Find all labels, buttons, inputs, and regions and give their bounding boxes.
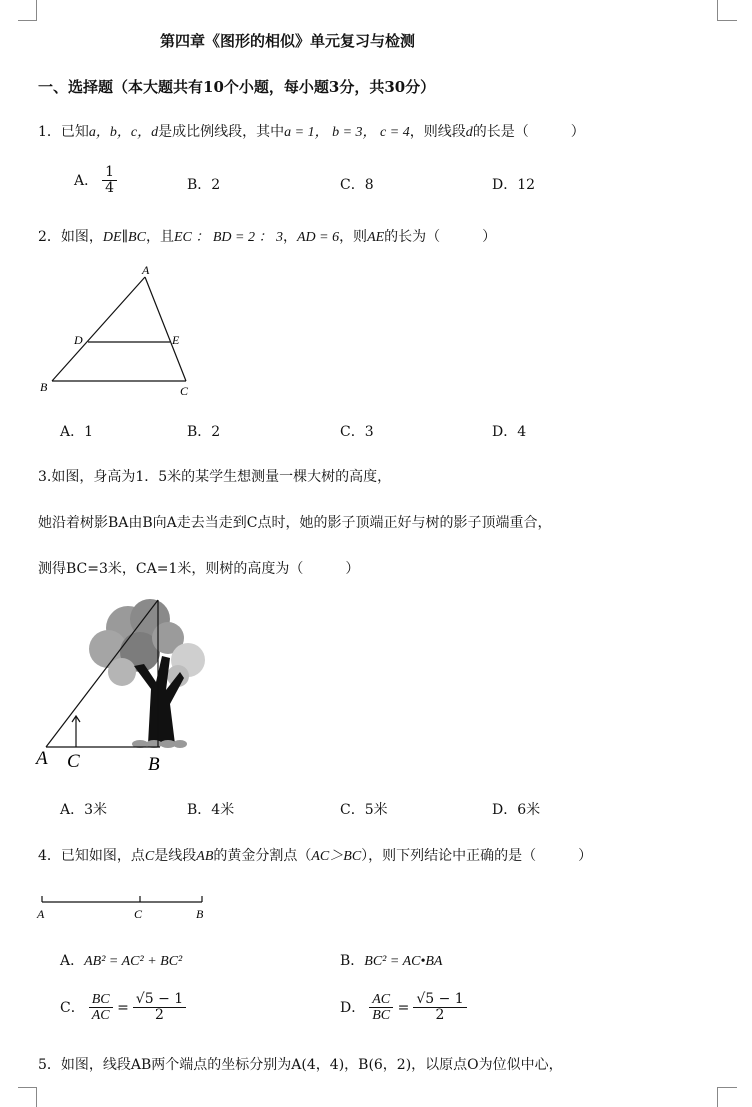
- label-a: A: [37, 907, 45, 921]
- question-3-option-b[interactable]: B．4米: [187, 802, 235, 818]
- question-1-option-d[interactable]: D．12: [492, 177, 536, 193]
- question-1-option-a[interactable]: A． $\frac{1}{4}$: [74, 165, 117, 197]
- golden-section-figure: [34, 890, 214, 926]
- fraction: $\frac{BC}{AC}$: [89, 992, 113, 1024]
- side-ab: [52, 277, 145, 381]
- question-3-option-a[interactable]: A．3米: [60, 802, 108, 818]
- question-2-option-b[interactable]: B．2: [187, 424, 221, 440]
- label-c: C: [180, 384, 189, 398]
- fraction: $\frac{√5 - 1}{2}$: [413, 992, 466, 1024]
- corner-mark-bottom-left-v: [36, 1087, 37, 1107]
- side-ac: [145, 277, 186, 381]
- question-5-stem: 5．如图，线段AB两个端点的坐标分别为A(4，4)，B(6，2)，以原点O为位似中心，: [38, 1057, 563, 1073]
- question-1-stem: 1．已知a，b，c，d是成比例线段，其中a = 1， b = 3， c = 4，则线段d的长是（ ）: [38, 124, 585, 140]
- question-1-option-c[interactable]: C．8: [340, 177, 374, 193]
- corner-mark-bottom-left-h: [18, 1087, 37, 1088]
- triangle-figure: [36, 262, 206, 402]
- tree-shadow-figure: [30, 594, 220, 780]
- label-b: B: [40, 380, 48, 394]
- label-b: B: [148, 754, 160, 775]
- label-d: D: [74, 333, 83, 347]
- section-heading: 一、选择题（本大题共有10个小题，每小题3分，共30分）: [38, 78, 436, 96]
- question-2-stem: 2．如图，DE∥BC，且EC ： BD = 2 ： 3，AD = 6，则AE的长为（ ）: [38, 229, 497, 245]
- question-1-option-b[interactable]: B．2: [187, 177, 221, 193]
- corner-mark-top-left-v: [36, 0, 37, 20]
- page-title: 第四章《图形的相似》单元复习与检测: [160, 32, 416, 50]
- corner-mark-top-right-v: [717, 0, 718, 20]
- label-c: C: [67, 751, 80, 772]
- question-4-option-a[interactable]: A．AB² = AC² + BC²: [60, 953, 183, 969]
- label-c: C: [134, 907, 143, 921]
- question-3-line-3: 测得BC=3米，CA=1米，则树的高度为（ ）: [38, 561, 360, 577]
- corner-mark-bottom-right-h: [717, 1087, 737, 1088]
- question-2-option-d[interactable]: D．4: [492, 424, 527, 440]
- label-e: E: [172, 333, 180, 347]
- question-3-option-d[interactable]: D．6米: [492, 802, 541, 818]
- question-4-option-d[interactable]: D． $\frac{AC}{BC}$ = $\frac{√5 - 1}{2}$: [340, 992, 467, 1024]
- question-2-option-c[interactable]: C．3: [340, 424, 374, 440]
- question-3-line-2: 她沿着树影BA由B向A走去当走到C点时，她的影子顶端正好与树的影子顶端重合，: [38, 515, 552, 531]
- fraction: $\frac{AC}{BC}$: [369, 992, 393, 1024]
- fraction: $\frac{√5 - 1}{2}$: [133, 992, 186, 1024]
- corner-mark-top-left-h: [18, 20, 37, 21]
- label-a: A: [142, 263, 150, 277]
- corner-mark-top-right-h: [717, 20, 737, 21]
- question-3-line-1: 3.如图，身高为1．5米的某学生想测量一棵大树的高度，: [38, 469, 392, 485]
- question-3-option-c[interactable]: C．5米: [340, 802, 388, 818]
- fraction: $\frac{1}{4}$: [102, 165, 117, 197]
- corner-mark-bottom-right-v: [717, 1087, 718, 1107]
- label-b: B: [196, 907, 204, 921]
- question-4-stem: 4．已知如图，点C是线段AB的黄金分割点（AC＞BC），则下列结论中正确的是（ ）: [38, 848, 593, 864]
- question-2-option-a[interactable]: A．1: [60, 424, 94, 440]
- question-4-option-c[interactable]: C． $\frac{BC}{AC}$ = $\frac{√5 - 1}{2}$: [60, 992, 186, 1024]
- label-a: A: [36, 748, 48, 769]
- question-4-option-b[interactable]: B．BC² = AC•BA: [340, 953, 443, 969]
